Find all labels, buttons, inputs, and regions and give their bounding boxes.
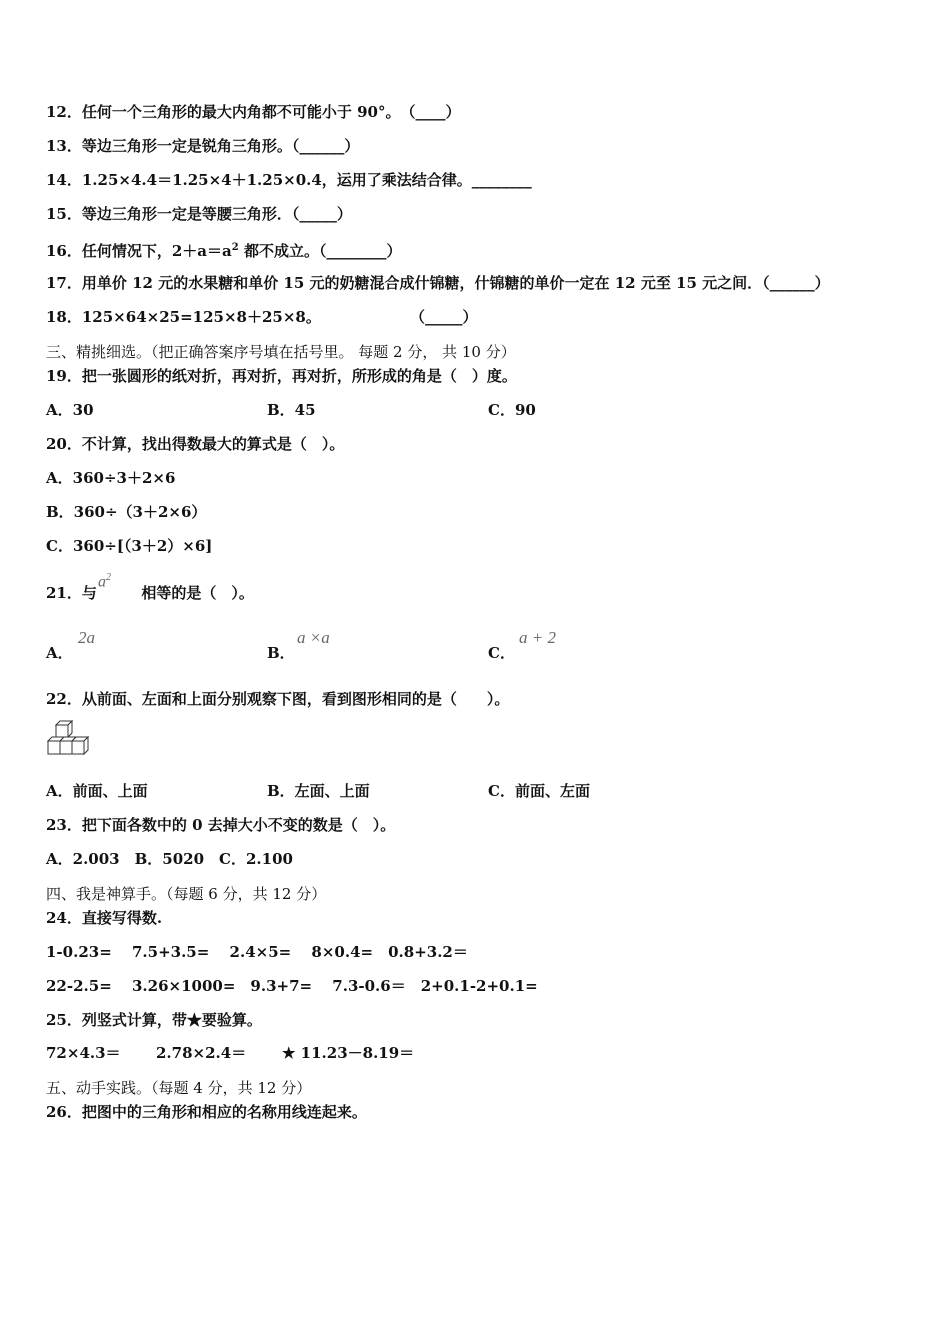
stacked-cubes-figure — [46, 720, 90, 760]
question-25: 25．列竖式计算，带★要验算。 — [46, 1011, 262, 1029]
q20-option-a: A．360÷3＋2×6 — [46, 469, 176, 487]
question-13: 13．等边三角形一定是锐角三角形。（______） — [46, 137, 360, 155]
question-26: 26．把图中的三角形和相应的名称用线连起来。 — [46, 1103, 367, 1121]
section-5-heading: 五、动手实践。（每题 4 分，共 12 分） — [46, 1079, 312, 1097]
question-21-text: 21．与 — [46, 584, 97, 602]
q20-option-b: B．360÷（3＋2×6） — [46, 503, 207, 521]
q21-option-a-label: A． — [46, 644, 73, 662]
question-23: 23．把下面各数中的 0 去掉大小不变的数是（ ）。 — [46, 816, 396, 834]
q19-option-b: B．45 — [267, 401, 316, 419]
question-16 — [46, 238, 401, 261]
q22-option-c: C．前面、左面 — [488, 782, 590, 800]
q24-row-1: 1-0.23= 7.5+3.5= 2.4×5= 8×0.4= 0.8+3.2＝ — [46, 943, 468, 961]
question-14: 14．1.25×4.4＝1.25×4＋1.25×0.4，运用了乘法结合律。________ — [46, 171, 532, 189]
question-22: 22．从前面、左面和上面分别观察下图，看到图形相同的是（ ）。 — [46, 690, 510, 708]
q22-option-b: B．左面、上面 — [267, 782, 370, 800]
question-21-tail: 相等的是（ ）。 — [141, 584, 254, 602]
q25-item-3: ★ 11.23－8.19＝ — [282, 1044, 415, 1062]
q22-option-a: A．前面、上面 — [46, 782, 148, 800]
q23-options: A．2.003 B．5020 C．2.100 — [46, 850, 293, 868]
question-15: 15．等边三角形一定是等腰三角形．（_____） — [46, 205, 352, 223]
q21-option-b-expression: a ×a — [297, 628, 330, 647]
q19-option-c: C．90 — [488, 401, 536, 419]
q25-item-2: 2.78×2.4＝ — [156, 1044, 247, 1062]
q20-option-c: C．360÷[（3＋2）×6] — [46, 537, 213, 555]
q21-option-a-expression: 2a — [78, 628, 95, 647]
question-16-tail: 都不成立。（________） — [238, 242, 402, 260]
question-12: 12．任何一个三角形的最大内角都不可能小于 90°。 （____） — [46, 103, 461, 121]
q21-option-c-label: C． — [488, 644, 515, 662]
section-4-heading: 四、我是神算手。（每题 6 分，共 12 分） — [46, 885, 327, 903]
a-squared-expression: $a^2$ — [98, 572, 111, 591]
q24-row-2: 22-2.5= 3.26×1000= 9.3+7= 7.3-0.6＝ 2+0.1-2+0.1= — [46, 977, 538, 995]
q21-option-b-label: B． — [267, 644, 295, 662]
question-17: 17．用单价 12 元的水果糖和单价 15 元的奶糖混合成什锦糖，什锦糖的单价一定在 12 元至 15 元之间．（______） — [46, 274, 830, 292]
question-21 — [46, 583, 254, 603]
question-18: 18．125×64×25=125×8＋25×8。 — [46, 308, 321, 326]
question-16-text: 16．任何情况下，2＋a＝a — [46, 242, 232, 260]
question-16-superscript: 2 — [231, 242, 239, 253]
question-24: 24．直接写得数. — [46, 909, 163, 927]
section-3-heading: 三、精挑细选。（把正确答案序号填在括号里。 每题 2 分， 共 10 分） — [46, 343, 516, 361]
question-20: 20．不计算，找出得数最大的算式是（ ）。 — [46, 435, 345, 453]
question-19: 19．把一张圆形的纸对折，再对折，再对折，所形成的角是（ ）度。 — [46, 367, 517, 385]
q21-option-c-expression: a + 2 — [519, 628, 556, 647]
q19-option-a: A．30 — [46, 401, 94, 419]
q25-item-1: 72×4.3＝ — [46, 1044, 121, 1062]
question-18-blank: （_____） — [410, 308, 478, 326]
